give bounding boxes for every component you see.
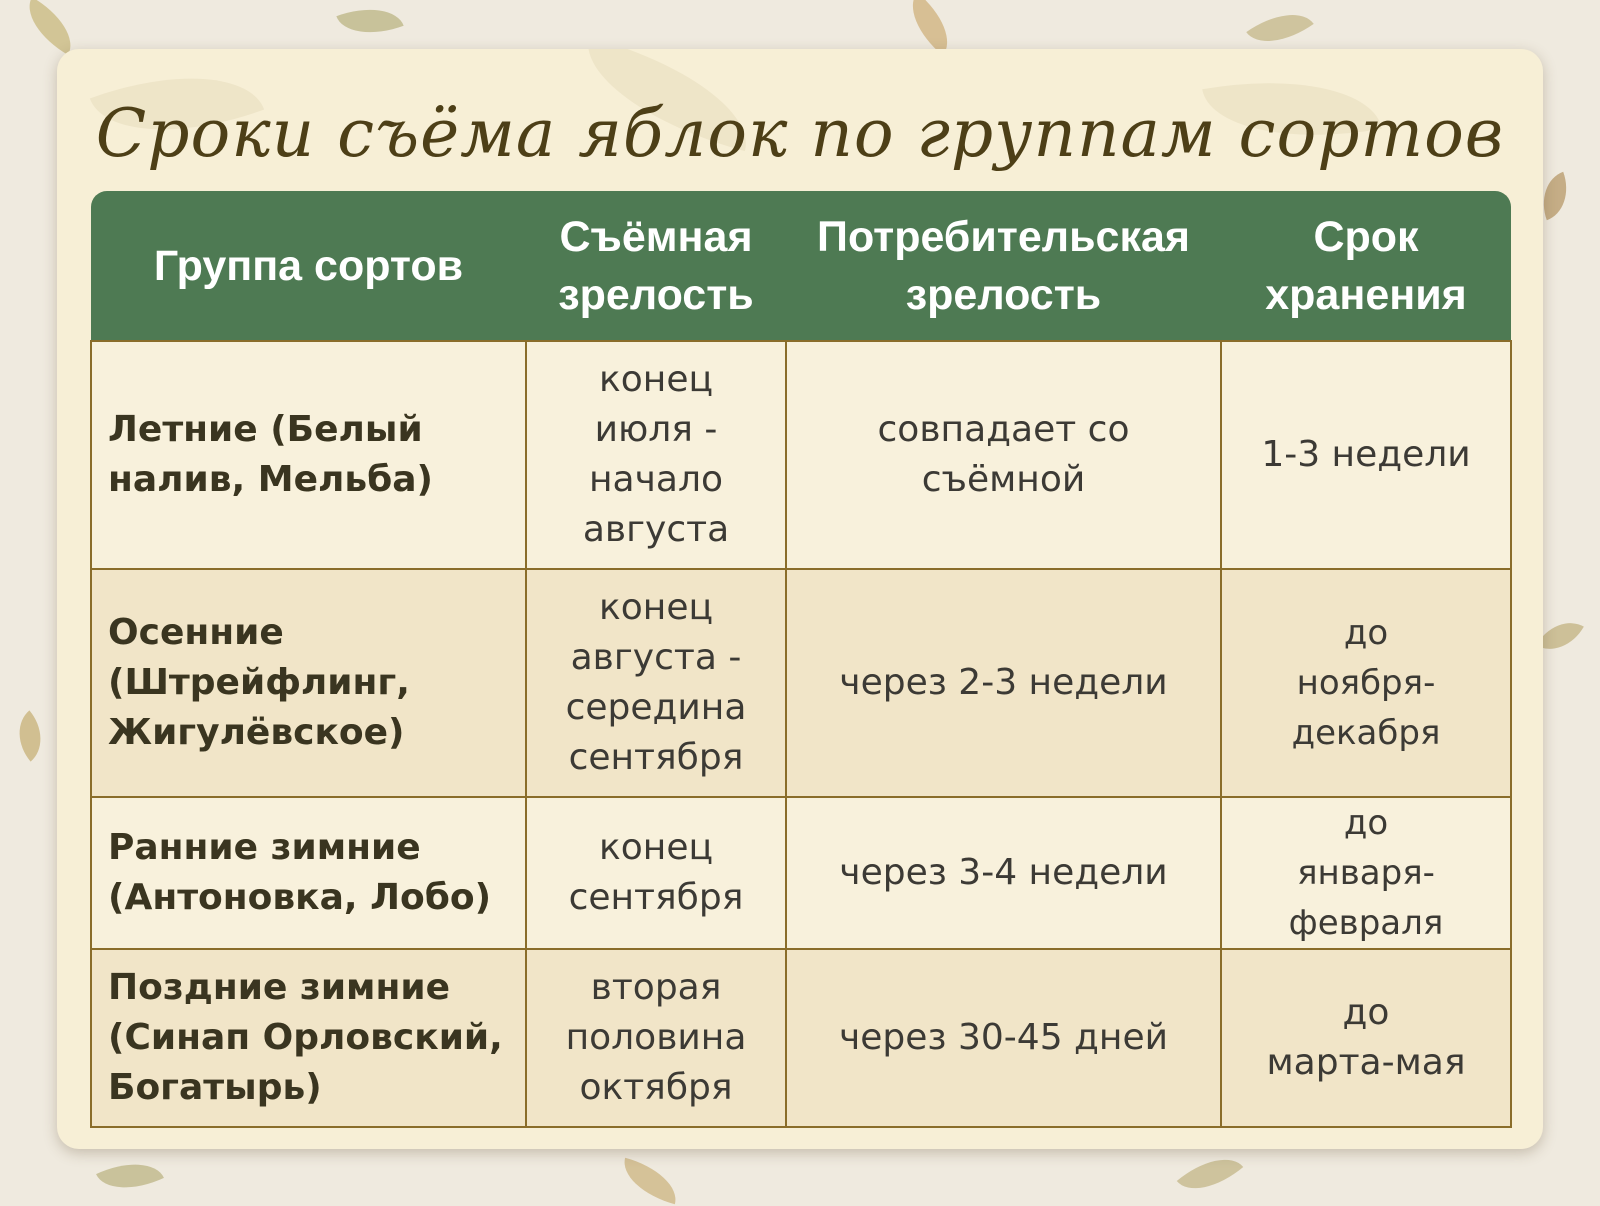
cell-consumer: через 2-3 недели: [786, 569, 1221, 797]
table-row: [91, 949, 1511, 1127]
leaf-decoration: [1177, 1142, 1244, 1205]
cell-consumer: через 3-4 недели: [786, 797, 1221, 949]
cell-harvest: конец августа - середина сентября: [526, 569, 786, 797]
cell-group: Осенние (Штрейфлинг, Жигулёвское): [91, 569, 526, 797]
leaf-decoration: [5, 710, 55, 761]
table-row: [91, 341, 1511, 569]
header-group: Группа сортов: [91, 191, 526, 341]
table-row: [91, 797, 1511, 949]
harvest-table: [90, 191, 1512, 1128]
cell-harvest: конец сентября: [526, 797, 786, 949]
header-harvest-maturity: Съёмная зрелость: [526, 191, 786, 341]
page-title: Сроки съёма яблок по группам сортов: [95, 95, 1505, 172]
cell-consumer: совпадает со съёмной: [786, 341, 1221, 569]
leaf-decoration: [16, 0, 84, 55]
leaf-decoration: [336, 0, 403, 46]
cell-group: Поздние зимние (Синап Орловский, Богатырь): [91, 949, 526, 1127]
header-row: [91, 191, 1511, 341]
leaf-decoration: [897, 0, 964, 56]
cell-harvest: конец июля - начало августа: [526, 341, 786, 569]
leaf-decoration: [1536, 611, 1584, 662]
cell-consumer: через 30-45 дней: [786, 949, 1221, 1127]
leaf-decoration: [96, 1149, 164, 1203]
cell-storage: до января-февраля: [1221, 797, 1511, 949]
cell-storage: до ноября-декабря: [1221, 569, 1511, 797]
table-row: [91, 569, 1511, 797]
header-consumer-maturity: Потребительская зрелость: [786, 191, 1221, 341]
cell-storage: 1-3 недели: [1221, 341, 1511, 569]
cell-group: Ранние зимние (Антоновка, Лобо): [91, 797, 526, 949]
leaf-decoration: [617, 1158, 683, 1204]
cell-storage: до марта-мая: [1221, 949, 1511, 1127]
header-storage-period: Срок хранения: [1221, 191, 1511, 341]
cell-group: Летние (Белый налив, Мельба): [91, 341, 526, 569]
cell-harvest: вторая половина октября: [526, 949, 786, 1127]
